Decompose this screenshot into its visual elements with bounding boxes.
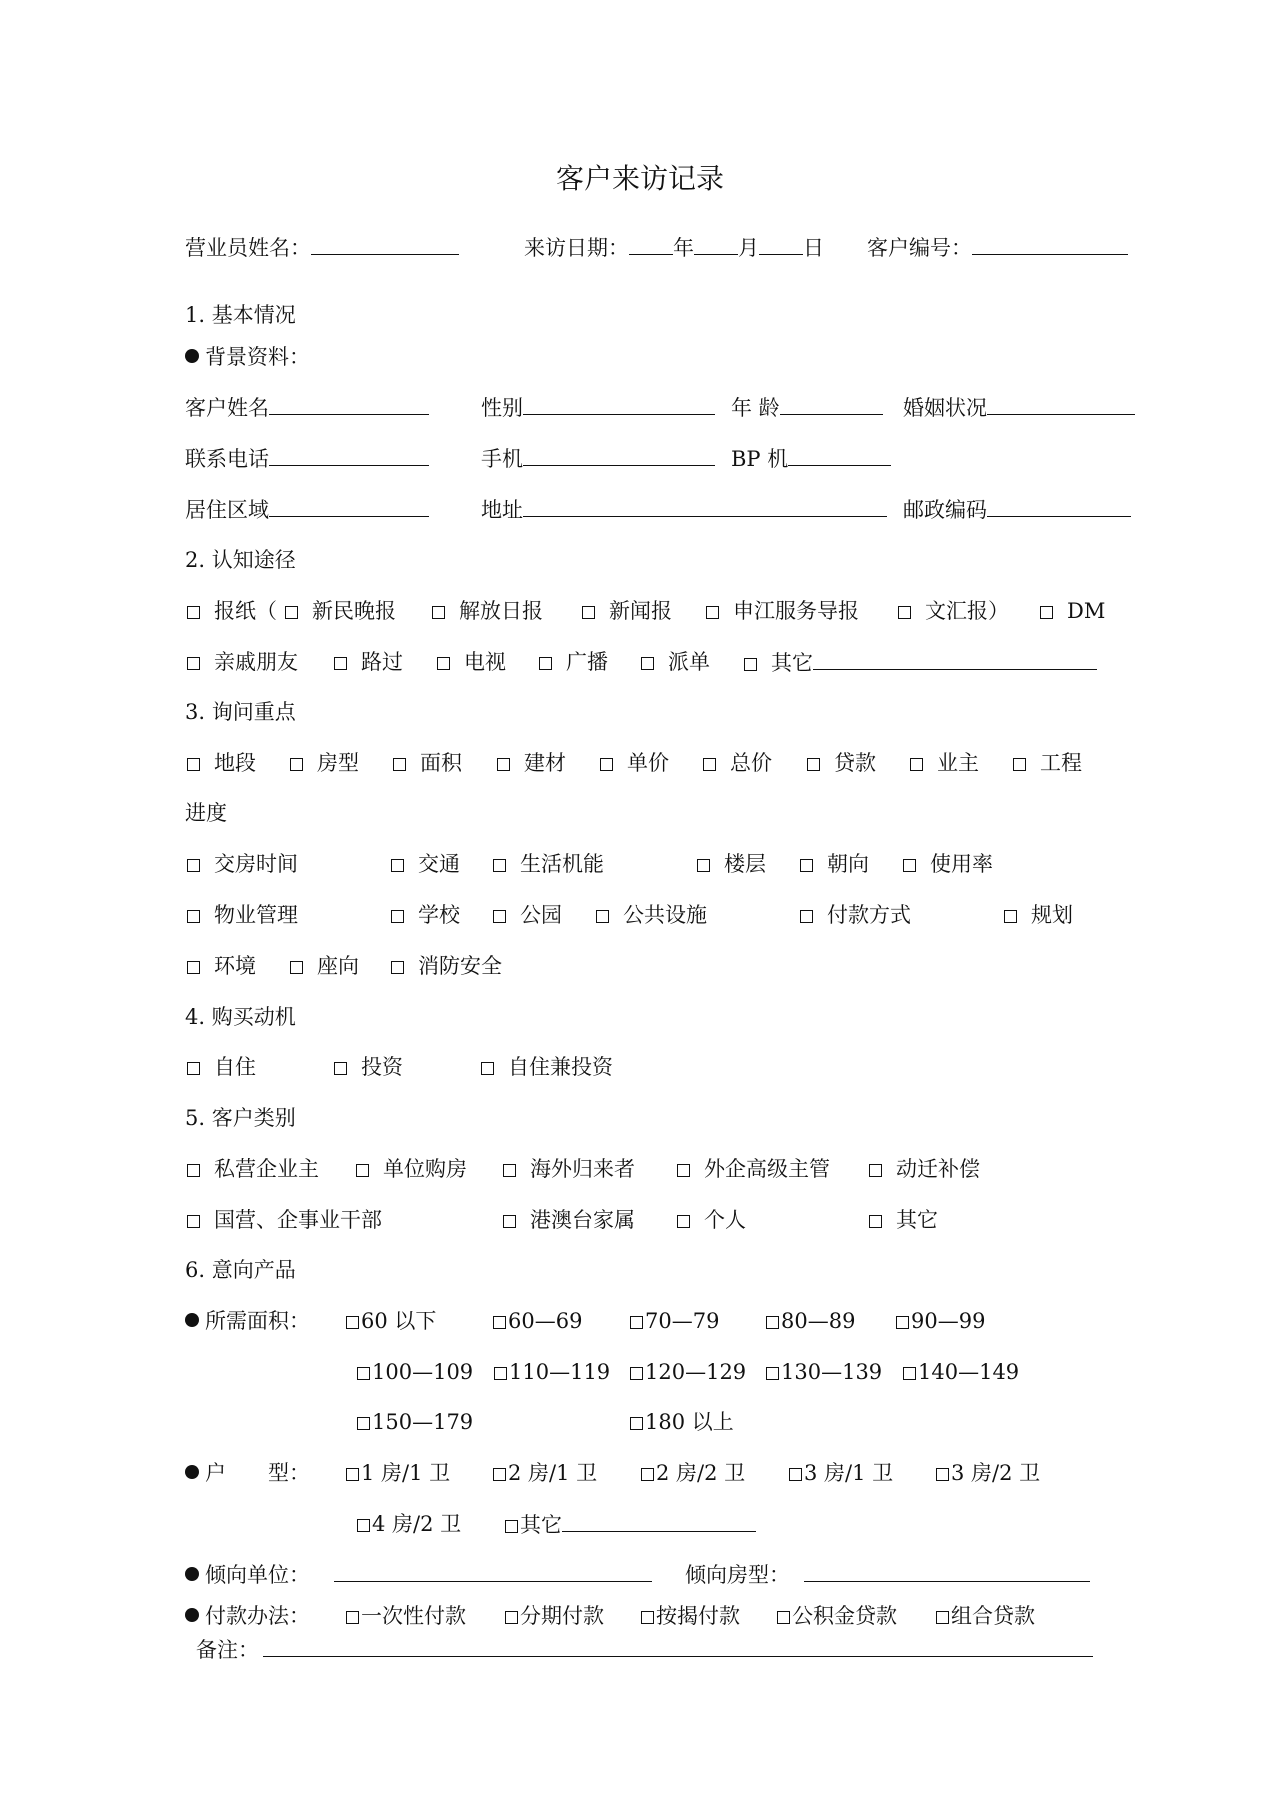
type-option[interactable]	[789, 1460, 893, 1486]
checkbox-icon[interactable]	[357, 1367, 370, 1380]
checkbox-icon[interactable]	[807, 758, 820, 771]
layout-label: 倾向房型：	[685, 1563, 790, 1587]
region-label: 居住区域	[185, 498, 269, 522]
marital-row	[903, 394, 1135, 421]
option-label: 3 房/2 卫	[951, 1461, 1041, 1485]
source-newspaper[interactable]	[187, 598, 277, 624]
focus-loan[interactable]	[807, 750, 876, 776]
option-label: 朝向	[827, 852, 869, 876]
source-jiefang-daily[interactable]	[432, 598, 543, 624]
checkbox-icon[interactable]	[630, 1367, 643, 1380]
checkbox-icon[interactable]	[766, 1367, 779, 1380]
option-label: 60 以下	[361, 1309, 437, 1333]
layout-row	[685, 1561, 1090, 1588]
option-label: 外企高级主管	[704, 1157, 830, 1181]
checkbox-icon[interactable]	[1040, 606, 1053, 619]
motive-both[interactable]	[481, 1054, 613, 1080]
focus-total-price[interactable]	[703, 750, 772, 776]
checkbox-icon[interactable]	[334, 657, 347, 670]
checkbox-icon[interactable]	[641, 657, 654, 670]
area-label	[185, 1308, 310, 1334]
focus-transport[interactable]	[391, 851, 460, 877]
gender-field[interactable]	[523, 394, 715, 415]
option-label: 学校	[418, 903, 460, 927]
checkbox-icon[interactable]	[677, 1164, 690, 1177]
age-row	[731, 394, 883, 421]
section-4-heading: 4. 购买动机	[185, 1005, 296, 1029]
option-label: 分期付款	[520, 1604, 604, 1628]
option-label: 规划	[1031, 903, 1073, 927]
option-label: 70—79	[645, 1309, 720, 1333]
bp-field[interactable]	[788, 445, 891, 466]
checkbox-icon[interactable]	[896, 1316, 909, 1329]
customer-name-label: 客户姓名	[185, 396, 269, 420]
remark-field[interactable]	[263, 1636, 1093, 1657]
option-label: 新民晚报	[312, 599, 396, 623]
area-option[interactable]	[357, 1409, 473, 1435]
focus-owner[interactable]	[910, 750, 979, 776]
source-dm[interactable]	[1040, 598, 1105, 624]
type-option[interactable]	[357, 1511, 461, 1537]
checkbox-icon[interactable]	[766, 1316, 779, 1329]
option-label: 工程	[1040, 751, 1082, 775]
checkbox-icon[interactable]	[903, 1367, 916, 1380]
checkbox-icon[interactable]	[187, 1215, 200, 1228]
postcode-row	[903, 496, 1131, 523]
checkbox-icon[interactable]	[290, 961, 303, 974]
option-label: 报纸（	[214, 599, 277, 623]
area-option[interactable]	[766, 1308, 855, 1334]
checkbox-icon[interactable]	[600, 758, 613, 771]
checkbox-icon[interactable]	[789, 1468, 802, 1481]
source-xinmin-evening[interactable]	[285, 598, 396, 624]
mobile-row	[481, 445, 715, 472]
section-3-heading: 3. 询问重点	[185, 700, 296, 724]
option-label: 文汇报）	[925, 599, 1009, 623]
checkbox-icon[interactable]	[187, 1062, 200, 1075]
option-label: 其它	[520, 1513, 562, 1537]
option-label: 180 以上	[645, 1410, 734, 1434]
option-label: 公共设施	[623, 903, 707, 927]
background-label: 背景资料：	[205, 345, 310, 369]
category-hk-macau-tw[interactable]	[503, 1207, 635, 1233]
checkbox-icon[interactable]	[630, 1316, 643, 1329]
checkbox-icon[interactable]	[334, 1062, 347, 1075]
option-label: 房型	[317, 751, 359, 775]
checkbox-icon[interactable]	[1004, 910, 1017, 923]
option-label: 申江服务导报	[733, 599, 859, 623]
focus-layout[interactable]	[290, 750, 359, 776]
category-returnee[interactable]	[503, 1156, 635, 1182]
checkbox-icon[interactable]	[503, 1164, 516, 1177]
phone-field[interactable]	[269, 445, 429, 466]
mobile-field[interactable]	[523, 445, 715, 466]
payment-installment[interactable]	[505, 1603, 604, 1629]
region-field[interactable]	[269, 496, 429, 517]
option-label: 交通	[418, 852, 460, 876]
checkbox-icon[interactable]	[503, 1215, 516, 1228]
customer-no-field[interactable]	[972, 234, 1128, 255]
area-option[interactable]	[766, 1359, 882, 1385]
checkbox-icon[interactable]	[800, 859, 813, 872]
category-relocation[interactable]	[869, 1156, 980, 1182]
bullet-icon	[185, 1313, 199, 1327]
option-label: 3 房/1 卫	[804, 1461, 894, 1485]
option-label: 其它	[771, 651, 813, 675]
checkbox-icon[interactable]	[596, 910, 609, 923]
checkbox-icon[interactable]	[869, 1164, 882, 1177]
focus-amenities[interactable]	[493, 851, 604, 877]
focus-materials[interactable]	[497, 750, 566, 776]
option-label: 业主	[937, 751, 979, 775]
visit-date-row	[524, 234, 824, 261]
source-passing[interactable]	[334, 649, 403, 675]
month-field[interactable]	[694, 234, 738, 255]
checkbox-icon[interactable]	[1013, 758, 1026, 771]
checkbox-icon[interactable]	[539, 657, 552, 670]
marital-field[interactable]	[987, 394, 1135, 415]
source-relatives[interactable]	[187, 649, 298, 675]
bullet-icon	[185, 1608, 199, 1622]
option-label: 交房时间	[214, 852, 298, 876]
option-label: 使用率	[930, 852, 993, 876]
option-label: 路过	[361, 650, 403, 674]
month-label: 月	[738, 236, 759, 260]
checkbox-icon[interactable]	[706, 606, 719, 619]
option-label: 140—149	[918, 1360, 1020, 1384]
salesperson-label: 营业员姓名：	[185, 236, 311, 260]
day-field[interactable]	[759, 234, 803, 255]
type-option[interactable]	[936, 1460, 1040, 1486]
payment-label	[185, 1603, 310, 1629]
page-title: 客户来访记录	[555, 162, 724, 195]
area-option[interactable]	[494, 1359, 610, 1385]
area-option[interactable]	[903, 1359, 1019, 1385]
checkbox-icon[interactable]	[494, 1367, 507, 1380]
focus-unit-price[interactable]	[600, 750, 669, 776]
checkbox-icon[interactable]	[903, 859, 916, 872]
focus-environment[interactable]	[187, 953, 256, 979]
source-shenjiang[interactable]	[706, 598, 859, 624]
type-label	[185, 1460, 310, 1486]
category-other[interactable]	[869, 1207, 938, 1233]
motive-investment[interactable]	[334, 1054, 403, 1080]
option-label: 面积	[420, 751, 462, 775]
checkbox-icon[interactable]	[910, 758, 923, 771]
source-other[interactable]	[744, 649, 1097, 676]
option-label: 总价	[730, 751, 772, 775]
checkbox-icon[interactable]	[493, 1468, 506, 1481]
age-label: 年 龄	[731, 396, 780, 420]
address-label: 地址	[481, 498, 523, 522]
checkbox-icon[interactable]	[744, 658, 757, 671]
address-row	[481, 496, 887, 523]
checkbox-icon[interactable]	[187, 657, 200, 670]
gender-label: 性别	[481, 396, 523, 420]
checkbox-icon[interactable]	[187, 910, 200, 923]
visit-date-label: 来访日期：	[524, 236, 629, 260]
focus-area[interactable]	[393, 750, 462, 776]
focus-delivery-time[interactable]	[187, 851, 298, 877]
option-label: 海外归来者	[530, 1157, 635, 1181]
bullet-icon	[185, 1465, 199, 1479]
checkbox-icon[interactable]	[357, 1519, 370, 1532]
checkbox-icon[interactable]	[641, 1468, 654, 1481]
option-label: 环境	[214, 954, 256, 978]
payment-mortgage[interactable]	[641, 1603, 740, 1629]
area-option[interactable]	[346, 1308, 436, 1334]
option-label: 地段	[214, 751, 256, 775]
bullet-icon	[185, 1567, 199, 1581]
area-option[interactable]	[630, 1308, 719, 1334]
option-label: 新闻报	[609, 599, 672, 623]
option-label: 按揭付款	[656, 1604, 740, 1628]
year-label: 年	[673, 236, 694, 260]
checkbox-icon[interactable]	[497, 758, 510, 771]
option-label: 4 房/2 卫	[372, 1512, 462, 1536]
bp-row	[731, 445, 891, 472]
checkbox-icon[interactable]	[582, 606, 595, 619]
checkbox-icon[interactable]	[437, 657, 450, 670]
checkbox-icon[interactable]	[356, 1164, 369, 1177]
checkbox-icon[interactable]	[285, 606, 298, 619]
year-field[interactable]	[629, 234, 673, 255]
focus-location[interactable]	[187, 750, 256, 776]
checkbox-icon[interactable]	[630, 1417, 643, 1430]
option-label: 广播	[566, 650, 608, 674]
focus-payment-method[interactable]	[800, 902, 911, 928]
checkbox-icon[interactable]	[391, 859, 404, 872]
option-label: 110—119	[509, 1360, 611, 1384]
area-option[interactable]	[630, 1409, 734, 1435]
type-option-other[interactable]	[505, 1511, 756, 1538]
checkbox-icon[interactable]	[432, 606, 445, 619]
checkbox-icon[interactable]	[936, 1468, 949, 1481]
checkbox-icon[interactable]	[697, 859, 710, 872]
option-label: 100—109	[372, 1360, 474, 1384]
option-label: 物业管理	[214, 903, 298, 927]
checkbox-icon[interactable]	[346, 1316, 359, 1329]
area-option[interactable]	[896, 1308, 985, 1334]
payment-provident-fund[interactable]	[777, 1603, 897, 1629]
background-heading	[185, 344, 310, 370]
unit-row	[185, 1561, 652, 1588]
option-label: 动迁补偿	[896, 1157, 980, 1181]
customer-no-row	[867, 234, 1128, 261]
category-foreign-exec[interactable]	[677, 1156, 830, 1182]
option-label: 一次性付款	[361, 1604, 466, 1628]
checkbox-icon[interactable]	[869, 1215, 882, 1228]
source-flyer[interactable]	[641, 649, 710, 675]
option-label: 私营企业主	[214, 1157, 319, 1181]
option-label: 亲戚朋友	[214, 650, 298, 674]
option-label: 公园	[520, 903, 562, 927]
layout-field[interactable]	[804, 1561, 1090, 1582]
checkbox-icon[interactable]	[505, 1520, 518, 1533]
focus-property-mgmt[interactable]	[187, 902, 298, 928]
option-label: 80—89	[781, 1309, 856, 1333]
checkbox-icon[interactable]	[346, 1611, 359, 1624]
focus-progress[interactable]	[1013, 750, 1082, 776]
category-state-cadre[interactable]	[187, 1207, 382, 1233]
checkbox-icon[interactable]	[777, 1611, 790, 1624]
category-private-owner[interactable]	[187, 1156, 319, 1182]
payment-combined[interactable]	[936, 1603, 1035, 1629]
remark-label: 备注：	[196, 1638, 259, 1662]
checkbox-icon[interactable]	[641, 1611, 654, 1624]
option-label: 国营、企事业干部	[214, 1208, 382, 1232]
option-label: DM	[1067, 599, 1106, 623]
checkbox-icon[interactable]	[391, 961, 404, 974]
option-label: 消防安全	[418, 954, 502, 978]
section-1-heading: 1. 基本情况	[185, 303, 296, 327]
marital-label: 婚姻状况	[903, 396, 987, 420]
checkbox-icon[interactable]	[187, 961, 200, 974]
option-label: 2 房/2 卫	[656, 1461, 746, 1485]
checkbox-icon[interactable]	[493, 859, 506, 872]
type-other-field[interactable]	[562, 1511, 756, 1532]
option-label: 150—179	[372, 1410, 474, 1434]
focus-usage-rate[interactable]	[903, 851, 993, 877]
customer-name-field[interactable]	[269, 394, 429, 415]
checkbox-icon[interactable]	[187, 1164, 200, 1177]
option-label: 自住	[214, 1055, 256, 1079]
option-label: 公积金贷款	[792, 1604, 897, 1628]
focus-floor[interactable]	[697, 851, 766, 877]
salesperson-row	[185, 234, 459, 261]
checkbox-icon[interactable]	[493, 1316, 506, 1329]
motive-self-use[interactable]	[187, 1054, 256, 1080]
unit-field[interactable]	[334, 1561, 652, 1582]
checkbox-icon[interactable]	[800, 910, 813, 923]
customer-name-row	[185, 394, 429, 421]
option-label: 2 房/1 卫	[508, 1461, 598, 1485]
category-company-purchase[interactable]	[356, 1156, 467, 1182]
checkbox-icon[interactable]	[493, 910, 506, 923]
focus-facing[interactable]	[290, 953, 359, 979]
region-row	[185, 496, 429, 523]
phone-label: 联系电话	[185, 447, 269, 471]
area-option[interactable]	[630, 1359, 746, 1385]
option-label: 其它	[896, 1208, 938, 1232]
source-tv[interactable]	[437, 649, 506, 675]
option-label: 建材	[524, 751, 566, 775]
gender-row	[481, 394, 715, 421]
source-radio[interactable]	[539, 649, 608, 675]
focus-school[interactable]	[391, 902, 460, 928]
source-other-field[interactable]	[813, 649, 1097, 670]
option-label: 投资	[361, 1055, 403, 1079]
option-label: 电视	[464, 650, 506, 674]
area-label-text: 所需面积：	[205, 1309, 310, 1333]
unit-label: 倾向单位：	[205, 1563, 310, 1587]
postcode-field[interactable]	[987, 496, 1131, 517]
option-label: 60—69	[508, 1309, 583, 1333]
option-label: 90—99	[911, 1309, 986, 1333]
salesperson-field[interactable]	[311, 234, 459, 255]
focus-park[interactable]	[493, 902, 562, 928]
checkbox-icon[interactable]	[187, 758, 200, 771]
day-label: 日	[803, 236, 824, 260]
type-option[interactable]	[641, 1460, 745, 1486]
remark-row	[196, 1636, 1093, 1663]
checkbox-icon[interactable]	[703, 758, 716, 771]
option-label: 自住兼投资	[508, 1055, 613, 1079]
section-5-heading: 5. 客户类别	[185, 1106, 296, 1130]
focus-public-facilities[interactable]	[596, 902, 707, 928]
focus-fire-safety[interactable]	[391, 953, 502, 979]
type-label-text: 户 型：	[205, 1461, 310, 1485]
checkbox-icon[interactable]	[357, 1417, 370, 1430]
option-label: 单位购房	[383, 1157, 467, 1181]
source-news[interactable]	[582, 598, 672, 624]
checkbox-icon[interactable]	[187, 606, 200, 619]
payment-label-text: 付款办法：	[205, 1604, 310, 1628]
option-label: 130—139	[781, 1360, 883, 1384]
option-label: 付款方式	[827, 903, 911, 927]
checkbox-icon[interactable]	[187, 859, 200, 872]
checkbox-icon[interactable]	[505, 1611, 518, 1624]
type-option[interactable]	[493, 1460, 597, 1486]
option-label: 贷款	[834, 751, 876, 775]
address-field[interactable]	[523, 496, 887, 517]
focus-progress-wrap: 进度	[185, 801, 227, 825]
checkbox-icon[interactable]	[391, 910, 404, 923]
option-label: 1 房/1 卫	[361, 1461, 451, 1485]
option-label: 生活机能	[520, 852, 604, 876]
payment-lump-sum[interactable]	[346, 1603, 466, 1629]
type-option[interactable]	[346, 1460, 450, 1486]
focus-orientation[interactable]	[800, 851, 869, 877]
bp-label: BP 机	[731, 447, 789, 471]
focus-planning[interactable]	[1004, 902, 1073, 928]
option-label: 派单	[668, 650, 710, 674]
age-field[interactable]	[780, 394, 883, 415]
checkbox-icon[interactable]	[936, 1611, 949, 1624]
category-individual[interactable]	[677, 1207, 746, 1233]
checkbox-icon[interactable]	[290, 758, 303, 771]
checkbox-icon[interactable]	[346, 1468, 359, 1481]
option-label: 单价	[627, 751, 669, 775]
option-label: 港澳台家属	[530, 1208, 635, 1232]
option-label: 120—129	[645, 1360, 747, 1384]
section-2-heading: 2. 认知途径	[185, 548, 296, 572]
option-label: 座向	[317, 954, 359, 978]
phone-row	[185, 445, 429, 472]
option-label: 组合贷款	[951, 1604, 1035, 1628]
area-option[interactable]	[493, 1308, 582, 1334]
area-option[interactable]	[357, 1359, 473, 1385]
option-label: 个人	[704, 1208, 746, 1232]
bullet-icon	[185, 349, 199, 363]
checkbox-icon[interactable]	[481, 1062, 494, 1075]
section-6-heading: 6. 意向产品	[185, 1258, 296, 1282]
checkbox-icon[interactable]	[393, 758, 406, 771]
option-label: 解放日报	[459, 599, 543, 623]
mobile-label: 手机	[481, 447, 523, 471]
checkbox-icon[interactable]	[898, 606, 911, 619]
option-label: 楼层	[724, 852, 766, 876]
postcode-label: 邮政编码	[903, 498, 987, 522]
checkbox-icon[interactable]	[677, 1215, 690, 1228]
customer-no-label: 客户编号：	[867, 236, 972, 260]
source-wenhui[interactable]	[898, 598, 1009, 624]
